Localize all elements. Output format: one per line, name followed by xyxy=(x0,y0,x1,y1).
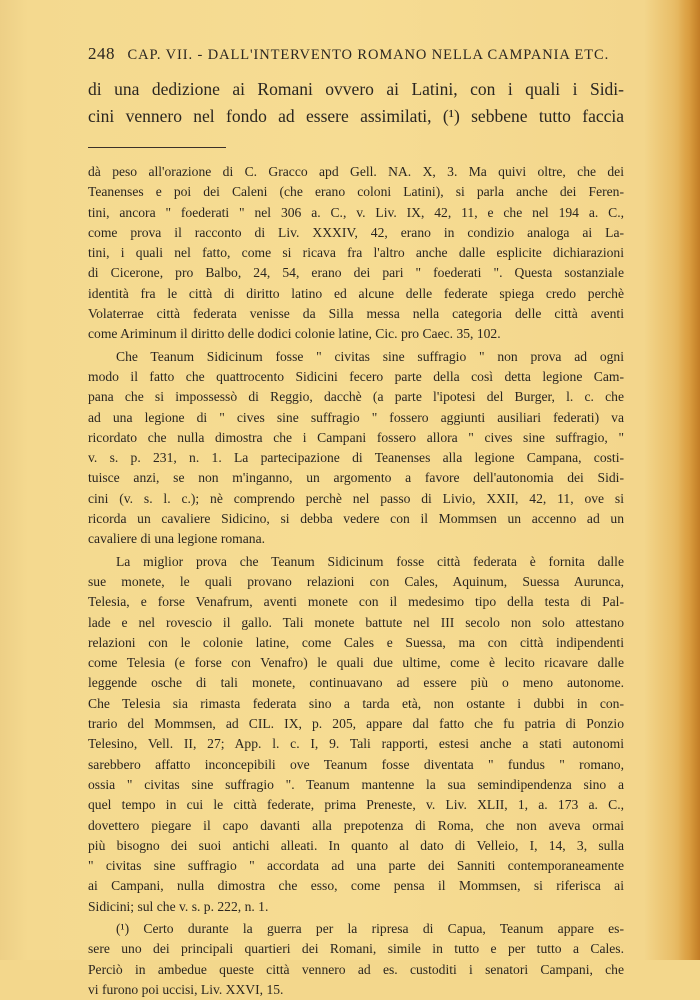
main-text xyxy=(88,76,624,130)
footnote-line: dà peso all'orazione di C. Gracco apd Gell. NA. X, 3. Ma quivi oltre, che dei xyxy=(88,164,624,179)
footnote-line: come Telesia (e forse con Venafro) le quali due ultime, come è lecito ricavare dalle xyxy=(88,655,624,671)
footnote-line: tuisce anzi, se non m'inganno, un argomento a favore dell'autonomia dei Sidi- xyxy=(88,470,624,486)
footnote-paragraph xyxy=(88,552,624,917)
footnote-separator xyxy=(88,147,226,148)
footnote-paragraph xyxy=(88,347,624,550)
footnotes xyxy=(88,162,624,1000)
footnote-line: trario del Mommsen, ad CIL. IX, p. 205, appare dal fatto che fu patria di Ponzio xyxy=(88,716,624,732)
footnote-line: più bisogno dei suoi antichi alleati. In quanto al dato di Velleio, I, 14, 3, sulla xyxy=(88,837,624,853)
footnote-line: ricorda un cavaliere Sidicino, si debba vedere con il Mommsen un accenno ad un xyxy=(88,511,624,527)
footnote-line: Volaterrae città federata venisse da Silla messa nella categoria delle città aventi xyxy=(88,306,624,322)
footnote-line: di Cicerone, pro Balbo, 24, 54, erano dei pari " foederati ". Questa sostanziale xyxy=(88,265,624,281)
footnote-line: tini, ancora " foederati " nel 306 a. C., v. Liv. IX, 42, 11, e che nel 194 a. C., xyxy=(88,204,624,220)
footnote-line: tini, i quali nel fatto, come si ricava fra l'altro anche dalle esplicite dichiarazioni xyxy=(88,245,624,261)
footnote-line: sere uno dei principali quartieri dei Romani, simile in tutto e per tutto a Cales. xyxy=(88,941,624,957)
footnote-line: vi furono poi uccisi, Liv. XXVI, 15. xyxy=(88,981,284,997)
main-text-line: cini vennero nel fondo ad essere assimilati, (¹) sebbene tutto faccia xyxy=(88,106,624,126)
page-number: 248 xyxy=(88,44,115,63)
footnote-line: Telesino, Vell. II, 27; App. l. c. I, 9. Tali rapporti, estesi anche a stati autonomi xyxy=(88,736,624,752)
running-title: CAP. VII. - DALL'INTERVENTO ROMANO NELLA CAMPANIA ETC. xyxy=(127,47,610,63)
footnote-line: Che Teanum Sidicinum fosse " civitas sine suffragio " non prova ad ogni xyxy=(116,348,624,364)
footnote-line: Che Telesia sia rimasta federata sino a tarda età, non ostante i dubbi in con- xyxy=(88,695,624,711)
footnote-line: ricordato che nulla dimostra che i Campani fossero allora " cives sine suffragio, " xyxy=(88,429,624,445)
footnote-line: Teanenses e poi dei Caleni (che erano coloni Latini), si parla anche dei Feren- xyxy=(88,184,624,200)
footnote-line: Telesia, e forse Venafrum, aventi monete con il medesimo tipo della testa di Pal- xyxy=(88,594,624,610)
footnote-line: La miglior prova che Teanum Sidicinum fosse città federata è fornita dalle xyxy=(116,553,624,569)
footnote-line: sue monete, le quali provano relazioni con Cales, Aquinum, Suessa Aurunca, xyxy=(88,573,624,589)
footnote-line: dovettero piegare il capo davanti alla prepotenza di Roma, che non aveva ormai xyxy=(88,817,624,833)
footnote-line: v. s. p. 231, n. 1. La partecipazione di Teanenses alla legione Campana, costi- xyxy=(88,450,624,466)
footnote-line: quel tempo in cui le città federate, prima Preneste, v. Liv. XLII, 1, a. 173 a. C., xyxy=(88,797,624,813)
footnote-paragraph xyxy=(88,919,624,1000)
footnote-line: come prova il racconto di Liv. XXXIV, 42, erano in condizio analoga ai La- xyxy=(88,224,624,240)
footnote-line: (¹) Certo durante la guerra per la ripresa di Capua, Teanum appare es- xyxy=(116,920,624,936)
footnote-line: " civitas sine suffragio " accordata ad una parte dei Sanniti contemporaneamente xyxy=(88,858,624,874)
footnote-line: relazioni con le colonie latine, come Cales e Suessa, ma con città indipendenti xyxy=(88,634,624,650)
footnote-line: lade e nel rovescio il gallo. Tali monete battute nel III secolo non solo attestano xyxy=(88,614,624,630)
footnote-line: pana che si impossessò di Reggio, dacchè (a parte l'ipotesi del Burger, l. c. che xyxy=(88,389,624,405)
main-text-line: di una dedizione ai Romani ovvero ai Latini, con i quali i Sidi- xyxy=(88,79,624,99)
footnote-line: ad una legione di " cives sine suffragio " fossero aggiunti ausiliari federati) va xyxy=(88,409,624,425)
footnote-paragraph xyxy=(88,162,624,345)
footnote-line: come Ariminum il diritto delle dodici colonie latine, Cic. pro Caec. 35, 102. xyxy=(88,326,501,342)
footnote-line: sarebbero affatto inconcepibili ove Teanum fosse diventata " fundus " romano, xyxy=(88,756,624,772)
footnote-line: cavaliere di una legione romana. xyxy=(88,531,266,547)
page-spine-shadow xyxy=(678,0,700,960)
footnote-line: leggende osche di tali monete, continuavano ad essere più o meno autonome. xyxy=(88,675,624,691)
footnote-line: ossia " civitas sine suffragio ". Teanum mantenne la sua semindipendenza sino a xyxy=(88,776,624,792)
running-header xyxy=(88,44,628,64)
footnote-line: modo il fatto che quattrocento Sidicini fecero parte della così detta legione Cam- xyxy=(88,368,624,384)
footnote-line: cini (v. s. l. c.); nè comprendo perchè nel passo di Livio, XXII, 42, 11, ove si xyxy=(88,490,624,506)
footnote-line: identità fra le città di diritto latino ed alcune delle federate spiega credo perchè xyxy=(88,285,624,301)
footnote-line: Sidicini; sul che v. s. p. 222, n. 1. xyxy=(88,898,269,914)
footnote-line: ai Campani, nulla dimostra che esso, come pensa il Mommsen, si riferisca ai xyxy=(88,878,624,894)
footnote-line: Perciò in ambedue queste città vennero ad es. custoditi i senatori Campani, che xyxy=(88,961,624,977)
